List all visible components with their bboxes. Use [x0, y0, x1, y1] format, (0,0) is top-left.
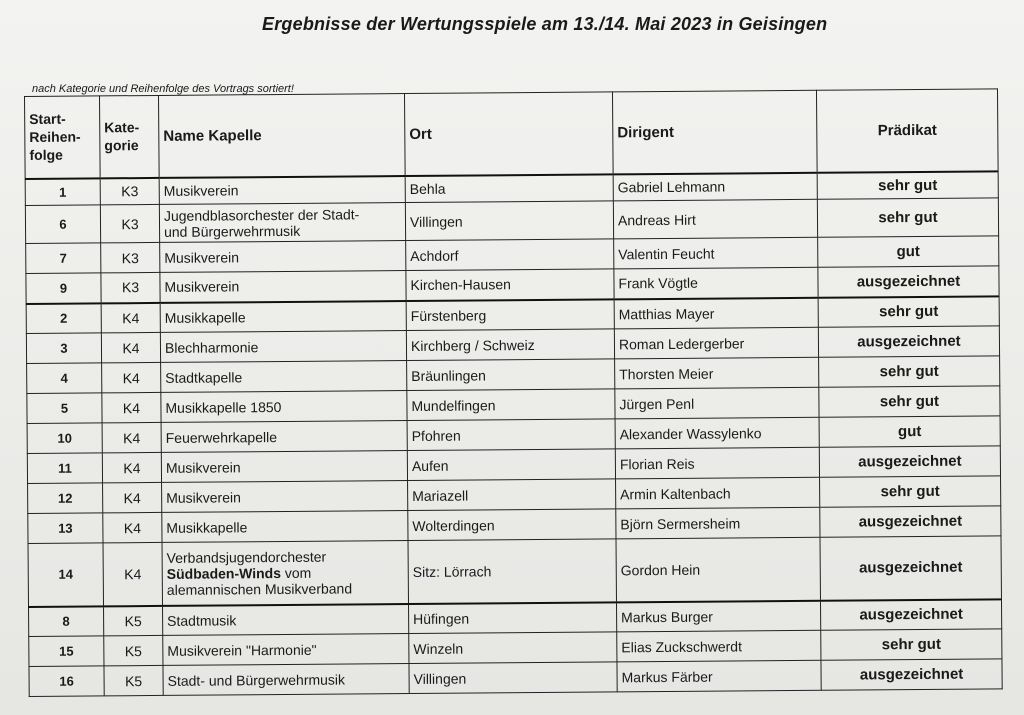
- header-kat-line1: Kate-: [104, 119, 140, 136]
- cell-kategorie: K5: [104, 605, 163, 635]
- cell-ort: Winzeln: [409, 632, 617, 664]
- header-start-line2: Reihen-: [29, 128, 81, 146]
- cell-dirigent: Gordon Hein: [616, 537, 820, 602]
- cell-praedikat: sehr gut: [819, 386, 1000, 417]
- results-table: [24, 88, 1003, 697]
- cell-start: 4: [27, 363, 102, 394]
- cell-praedikat: sehr gut: [821, 629, 1002, 660]
- header-kategorie: [100, 95, 160, 177]
- cell-kategorie: K4: [103, 542, 162, 605]
- cell-name-line2: [167, 564, 404, 582]
- header-praedikat: Prädikat: [816, 89, 998, 172]
- header-dirigent: Dirigent: [612, 90, 817, 174]
- cell-kategorie: K4: [103, 512, 162, 542]
- cell-dirigent: Andreas Hirt: [613, 199, 817, 239]
- cell-ort: Mundelfingen: [407, 389, 615, 421]
- cell-start: 6: [25, 205, 100, 244]
- cell-name: [159, 203, 405, 243]
- cell-dirigent: Gabriel Lehmann: [613, 172, 817, 201]
- header-name-kapelle: Name Kapelle: [158, 94, 405, 178]
- cell-ort: Aufen: [407, 449, 615, 481]
- cell-kategorie: K3: [101, 272, 160, 302]
- cell-kategorie: K4: [102, 452, 161, 482]
- cell-praedikat: ausgezeichnet: [818, 266, 999, 297]
- cell-start: 3: [26, 333, 101, 364]
- table-row: [29, 659, 1002, 697]
- cell-name: Feuerwehrkapelle: [161, 421, 407, 453]
- cell-dirigent: Elias Zuckschwerdt: [617, 630, 821, 662]
- cell-dirigent: Armin Kaltenbach: [616, 477, 820, 509]
- cell-dirigent: Markus Burger: [616, 600, 820, 632]
- cell-dirigent: Alexander Wassylenko: [615, 417, 819, 449]
- cell-praedikat: ausgezeichnet: [818, 326, 999, 357]
- cell-ort: Kirchberg / Schweiz: [406, 329, 614, 361]
- cell-ort: Mariazell: [408, 479, 616, 511]
- cell-dirigent: Florian Reis: [615, 447, 819, 479]
- cell-praedikat: sehr gut: [820, 476, 1001, 507]
- cell-name-suffix: vom: [280, 564, 312, 581]
- cell-ort: Achdorf: [406, 239, 614, 271]
- cell-ort: Pfohren: [407, 419, 615, 451]
- header-ort: Ort: [404, 92, 613, 176]
- cell-dirigent: Markus Färber: [617, 660, 821, 692]
- cell-dirigent: Matthias Mayer: [614, 297, 818, 329]
- cell-name: Stadtkapelle: [161, 361, 407, 393]
- cell-start: 14: [28, 543, 103, 607]
- cell-start: 5: [27, 393, 102, 424]
- cell-start: 15: [29, 636, 104, 667]
- cell-name: Musikkapelle: [160, 301, 406, 333]
- cell-ort: Villingen: [409, 662, 617, 694]
- cell-kategorie: K4: [102, 422, 161, 452]
- cell-name: [162, 540, 408, 605]
- header-start-line3: folge: [29, 146, 63, 164]
- cell-praedikat: sehr gut: [818, 296, 999, 327]
- cell-name: Musikverein: [161, 451, 407, 483]
- cell-start: 13: [28, 513, 103, 544]
- cell-kategorie: K4: [103, 482, 162, 512]
- cell-praedikat: sehr gut: [817, 171, 998, 199]
- cell-start: 10: [27, 423, 102, 454]
- cell-name: Musikverein: [159, 176, 405, 205]
- cell-name: Musikverein: [160, 241, 406, 273]
- cell-name: Musikverein: [162, 480, 408, 512]
- cell-ort: Hüfingen: [408, 602, 616, 634]
- cell-kategorie: K3: [101, 242, 160, 272]
- cell-start: 9: [26, 273, 101, 304]
- document-title: Ergebnisse der Wertungsspiele am 13./14. Mai 2023 in Geisingen: [262, 14, 828, 34]
- cell-ort: Behla: [405, 174, 613, 203]
- sort-note: nach Kategorie und Reihenfolge des Vortrags sortiert!: [32, 83, 294, 95]
- cell-ort: Villingen: [405, 201, 613, 241]
- cell-name-emphasis: Südbaden-Winds: [166, 564, 282, 582]
- cell-name: Blechharmonie: [160, 331, 406, 363]
- cell-praedikat: gut: [819, 416, 1000, 447]
- cell-ort: Fürstenberg: [406, 299, 614, 331]
- cell-name: Musikverein "Harmonie": [163, 633, 409, 665]
- cell-dirigent: Frank Vögtle: [614, 267, 818, 299]
- cell-start: 12: [28, 483, 103, 514]
- cell-dirigent: Thorsten Meier: [615, 357, 819, 389]
- cell-name-line2: und Bürgerwehrmusik: [164, 222, 301, 240]
- cell-kategorie: K5: [104, 635, 163, 665]
- cell-name: Musikkapelle 1850: [161, 391, 407, 423]
- cell-ort: Bräunlingen: [407, 359, 615, 391]
- cell-praedikat: sehr gut: [819, 356, 1000, 387]
- cell-start: 11: [27, 453, 102, 484]
- header-start-line1: Start-: [29, 110, 66, 128]
- header-startreihenfolge: [25, 96, 101, 179]
- cell-start: 1: [25, 178, 100, 206]
- cell-start: 16: [29, 666, 104, 697]
- cell-name-line1: Jugendblasorchester der Stadt-: [163, 205, 360, 224]
- cell-kategorie: K5: [104, 665, 163, 695]
- cell-praedikat: ausgezeichnet: [820, 506, 1001, 537]
- cell-dirigent: Valentin Feucht: [614, 237, 818, 269]
- cell-praedikat: ausgezeichnet: [821, 659, 1002, 690]
- cell-name: Stadt- und Bürgerwehrmusik: [163, 663, 409, 695]
- cell-dirigent: Jürgen Penl: [615, 387, 819, 419]
- cell-name: Musikkapelle: [162, 510, 408, 542]
- cell-praedikat: ausgezeichnet: [820, 536, 1001, 600]
- cell-name-line3: alemannischen Musikverband: [166, 580, 353, 598]
- cell-kategorie: K4: [101, 302, 160, 332]
- cell-dirigent: Roman Ledergerber: [614, 327, 818, 359]
- table-row: [28, 536, 1001, 607]
- table-header-row: [25, 89, 999, 179]
- cell-kategorie: K4: [102, 392, 161, 422]
- cell-kategorie: K3: [100, 177, 159, 204]
- cell-kategorie: K3: [100, 204, 159, 242]
- cell-name: Stadtmusik: [163, 603, 409, 635]
- cell-praedikat: ausgezeichnet: [820, 599, 1001, 630]
- cell-start: 2: [26, 303, 101, 334]
- cell-name: Musikverein: [160, 271, 406, 303]
- cell-ort: Kirchen-Hausen: [406, 269, 614, 301]
- cell-start: 7: [26, 243, 101, 274]
- cell-kategorie: K4: [101, 332, 160, 362]
- cell-dirigent: Björn Sermersheim: [616, 507, 820, 539]
- cell-kategorie: K4: [102, 362, 161, 392]
- cell-praedikat: ausgezeichnet: [819, 446, 1000, 477]
- header-kat-line2: gorie: [104, 137, 139, 154]
- cell-ort: Wolterdingen: [408, 509, 616, 541]
- cell-praedikat: gut: [818, 236, 999, 267]
- cell-name-line1: Verbandsjugendorchester: [166, 548, 327, 566]
- cell-praedikat: sehr gut: [817, 198, 998, 237]
- cell-start: 8: [29, 606, 104, 637]
- cell-ort: Sitz: Lörrach: [408, 539, 616, 604]
